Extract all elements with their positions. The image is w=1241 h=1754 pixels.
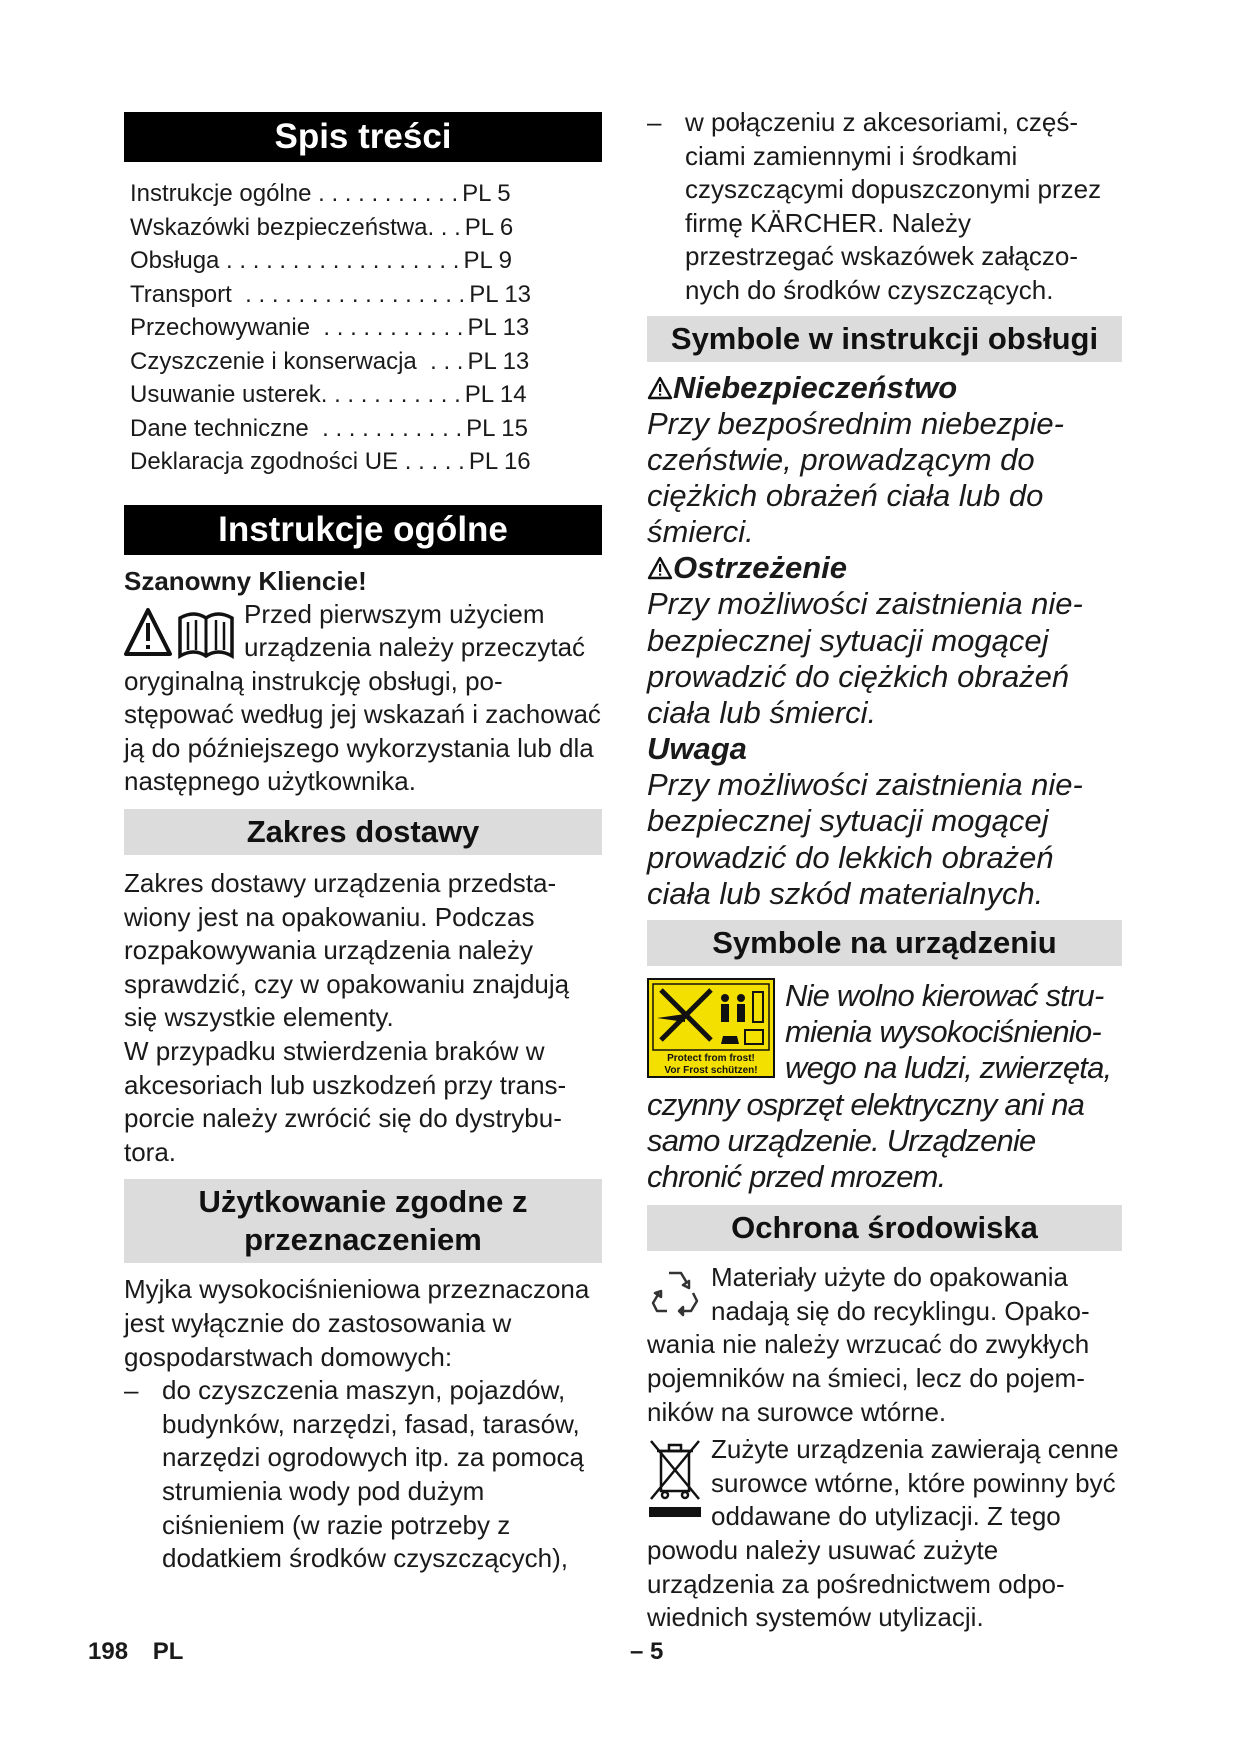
- device-warning-label-icon: [647, 978, 775, 1078]
- warning-title: [647, 550, 1122, 586]
- toc-label: Dane techniczne . . . . . . . . . . .: [130, 414, 463, 442]
- toc-page: PL 6: [464, 213, 514, 241]
- caution-title: Uwaga: [647, 731, 747, 767]
- usage-text: Myjka wysokociśnieniowa przeznaczona jest wyłącznie do zastosowania w gospodarstwach domowych:: [124, 1274, 590, 1372]
- toc-page: PL 5: [462, 180, 511, 207]
- toc-row: [130, 211, 602, 245]
- toc-row: [130, 412, 602, 446]
- toc-page: PL 9: [463, 247, 512, 274]
- device-symbol-text: Nie wolno kierować strumienia wysokociśnieniowego na ludzi, zwierzęta, czynny osprzęt elektryczny ani na samo urządzenie. Urządzenie chronić przed mrozem.: [647, 978, 1112, 1195]
- danger-title: [647, 370, 1122, 406]
- warning-text: Przy możliwości zaistnienia niebezpiecznej sytuacji mogącej prowadzić do ciężkich obrażeń ciała lub śmierci.: [647, 586, 1083, 730]
- label-line-1: Protect from frost!: [667, 1053, 755, 1064]
- usage-item-1: do czyszczenia maszyn, pojazdów, budynków, narzędzi, fasad, tarasów, narzędzi ogrodowych itp. za pomocą strumienia wody pod dużym ciśnieniem (w razie potrzeby z dodatkiem środków czyszczących),: [162, 1375, 585, 1574]
- usage-heading-line-2: przeznaczeniem: [244, 1222, 482, 1258]
- toc-label: Instrukcje ogólne . . . . . . . . . . .: [130, 180, 459, 207]
- recycling-text: Materiały użyte do opakowania nadają się do recyklingu. Opakowania nie należy wrzucać do zwykłych pojemników na śmieci, lecz do pojemników na surowce wtórne.: [647, 1262, 1090, 1427]
- toc-heading: Spis treści: [124, 112, 602, 162]
- symbols-device-heading: Symbole na urządzeniu: [647, 920, 1122, 966]
- warning-icon: [647, 376, 673, 400]
- symbols-manual-heading: Symbole w instrukcji obsługi: [647, 316, 1122, 362]
- page-number-center: – 5: [630, 1638, 664, 1665]
- warning-icon: [647, 556, 673, 580]
- toc-page: PL 15: [466, 414, 528, 442]
- label-line-2: Vor Frost schützen!: [664, 1065, 758, 1076]
- toc-row: [130, 345, 602, 379]
- weee-block: [647, 1433, 1122, 1635]
- toc-label: Usuwanie usterek. . . . . . . . . . .: [130, 381, 461, 408]
- intro-text: Przed pierwszym użyciem urządzenia należy przeczytać oryginalną instrukcję obsługi, postępować według jej wskazań i zachować ją do późniejszego wykorzystania lub dla następnego użytkownika.: [124, 598, 601, 797]
- caution-text: Przy możliwości zaistnienia niebezpiecznej sytuacji mogącej prowadzić do lekkich obrażeń ciała lub szkód materialnych.: [647, 767, 1083, 911]
- warning-title-text: Ostrzeżenie: [673, 550, 848, 586]
- toc-row: [130, 244, 602, 278]
- left-column: [124, 112, 602, 1576]
- environment-heading: Ochrona środowiska: [647, 1205, 1122, 1251]
- intro-block: [124, 598, 602, 800]
- recycling-block: [647, 1261, 1122, 1429]
- list-dash: –: [647, 107, 662, 137]
- table-of-contents: [124, 177, 602, 479]
- weee-text: Zużyte urządzenia zawierają cenne surowce wtórne, które powinny być oddawane do utylizacji. Z tego powodu należy usuwać zużyte urządzenia za pośrednictwem odpowiednich systemów utylizacji.: [647, 1434, 1119, 1633]
- toc-row: [130, 378, 602, 412]
- toc-page: PL 13: [469, 280, 532, 308]
- crossed-bin-icon: [647, 1437, 703, 1519]
- list-dash: –: [124, 1375, 139, 1406]
- usage-heading: [124, 1179, 602, 1263]
- general-heading: Instrukcje ogólne: [124, 505, 602, 555]
- toc-label: Obsługa . . . . . . . . . . . . . . . . . .: [130, 247, 460, 274]
- recycling-icon: [647, 1265, 703, 1321]
- toc-row: [130, 177, 602, 211]
- usage-heading-line-1: Użytkowanie zgodne z: [198, 1184, 528, 1220]
- toc-page: PL 16: [468, 448, 531, 475]
- usage-item-2: w połączeniu z akcesoriami, częściami zamiennymi i środkami czyszczącymi dopuszczonymi przez firmę KÄRCHER. Należy przestrzegać wskazówek załączonych do środków czyszczących.: [685, 107, 1102, 305]
- toc-label: Wskazówki bezpieczeństwa. . .: [130, 213, 461, 241]
- delivery-text-1: Zakres dostawy urządzenia przedstawiony jest na opakowaniu. Podczas rozpakowywania urządzenia należy sprawdzić, czy w opakowaniu znajdują się wszystkie elementy.: [124, 868, 570, 1033]
- toc-label: Transport . . . . . . . . . . . . . . . . .: [130, 280, 466, 308]
- warning-manual-icon: [124, 606, 236, 660]
- toc-page: PL 13: [467, 347, 530, 375]
- toc-label: Deklaracja zgodności UE . . . . .: [130, 448, 465, 475]
- toc-label: Przechowywanie . . . . . . . . . . .: [130, 314, 464, 341]
- right-column: [647, 106, 1122, 1635]
- toc-row: [130, 311, 602, 345]
- danger-title-text: Niebezpieczeństwo: [673, 369, 958, 405]
- delivery-heading: Zakres dostawy: [124, 809, 602, 855]
- list-item: [124, 1374, 602, 1576]
- danger-text: Przy bezpośrednim niebezpieczeństwie, prowadzącym do ciężkich obrażeń ciała lub do śmierci.: [647, 405, 1064, 550]
- toc-row: [130, 445, 602, 479]
- toc-page: PL 13: [467, 314, 530, 341]
- device-symbol-block: [647, 978, 1122, 1195]
- toc-page: PL 14: [464, 381, 527, 408]
- greeting: Szanowny Kliencie!: [124, 565, 367, 596]
- page-number-left: 198 PL: [88, 1638, 184, 1665]
- list-item: [647, 106, 1122, 308]
- delivery-text-2: W przypadku stwierdzenia braków w akcesoriach lub uszkodzeń przy transporcie należy zwrócić się do dystrybutora.: [124, 1036, 567, 1167]
- toc-label: Czyszczenie i konserwacja . . .: [130, 347, 464, 375]
- toc-row: [130, 278, 602, 312]
